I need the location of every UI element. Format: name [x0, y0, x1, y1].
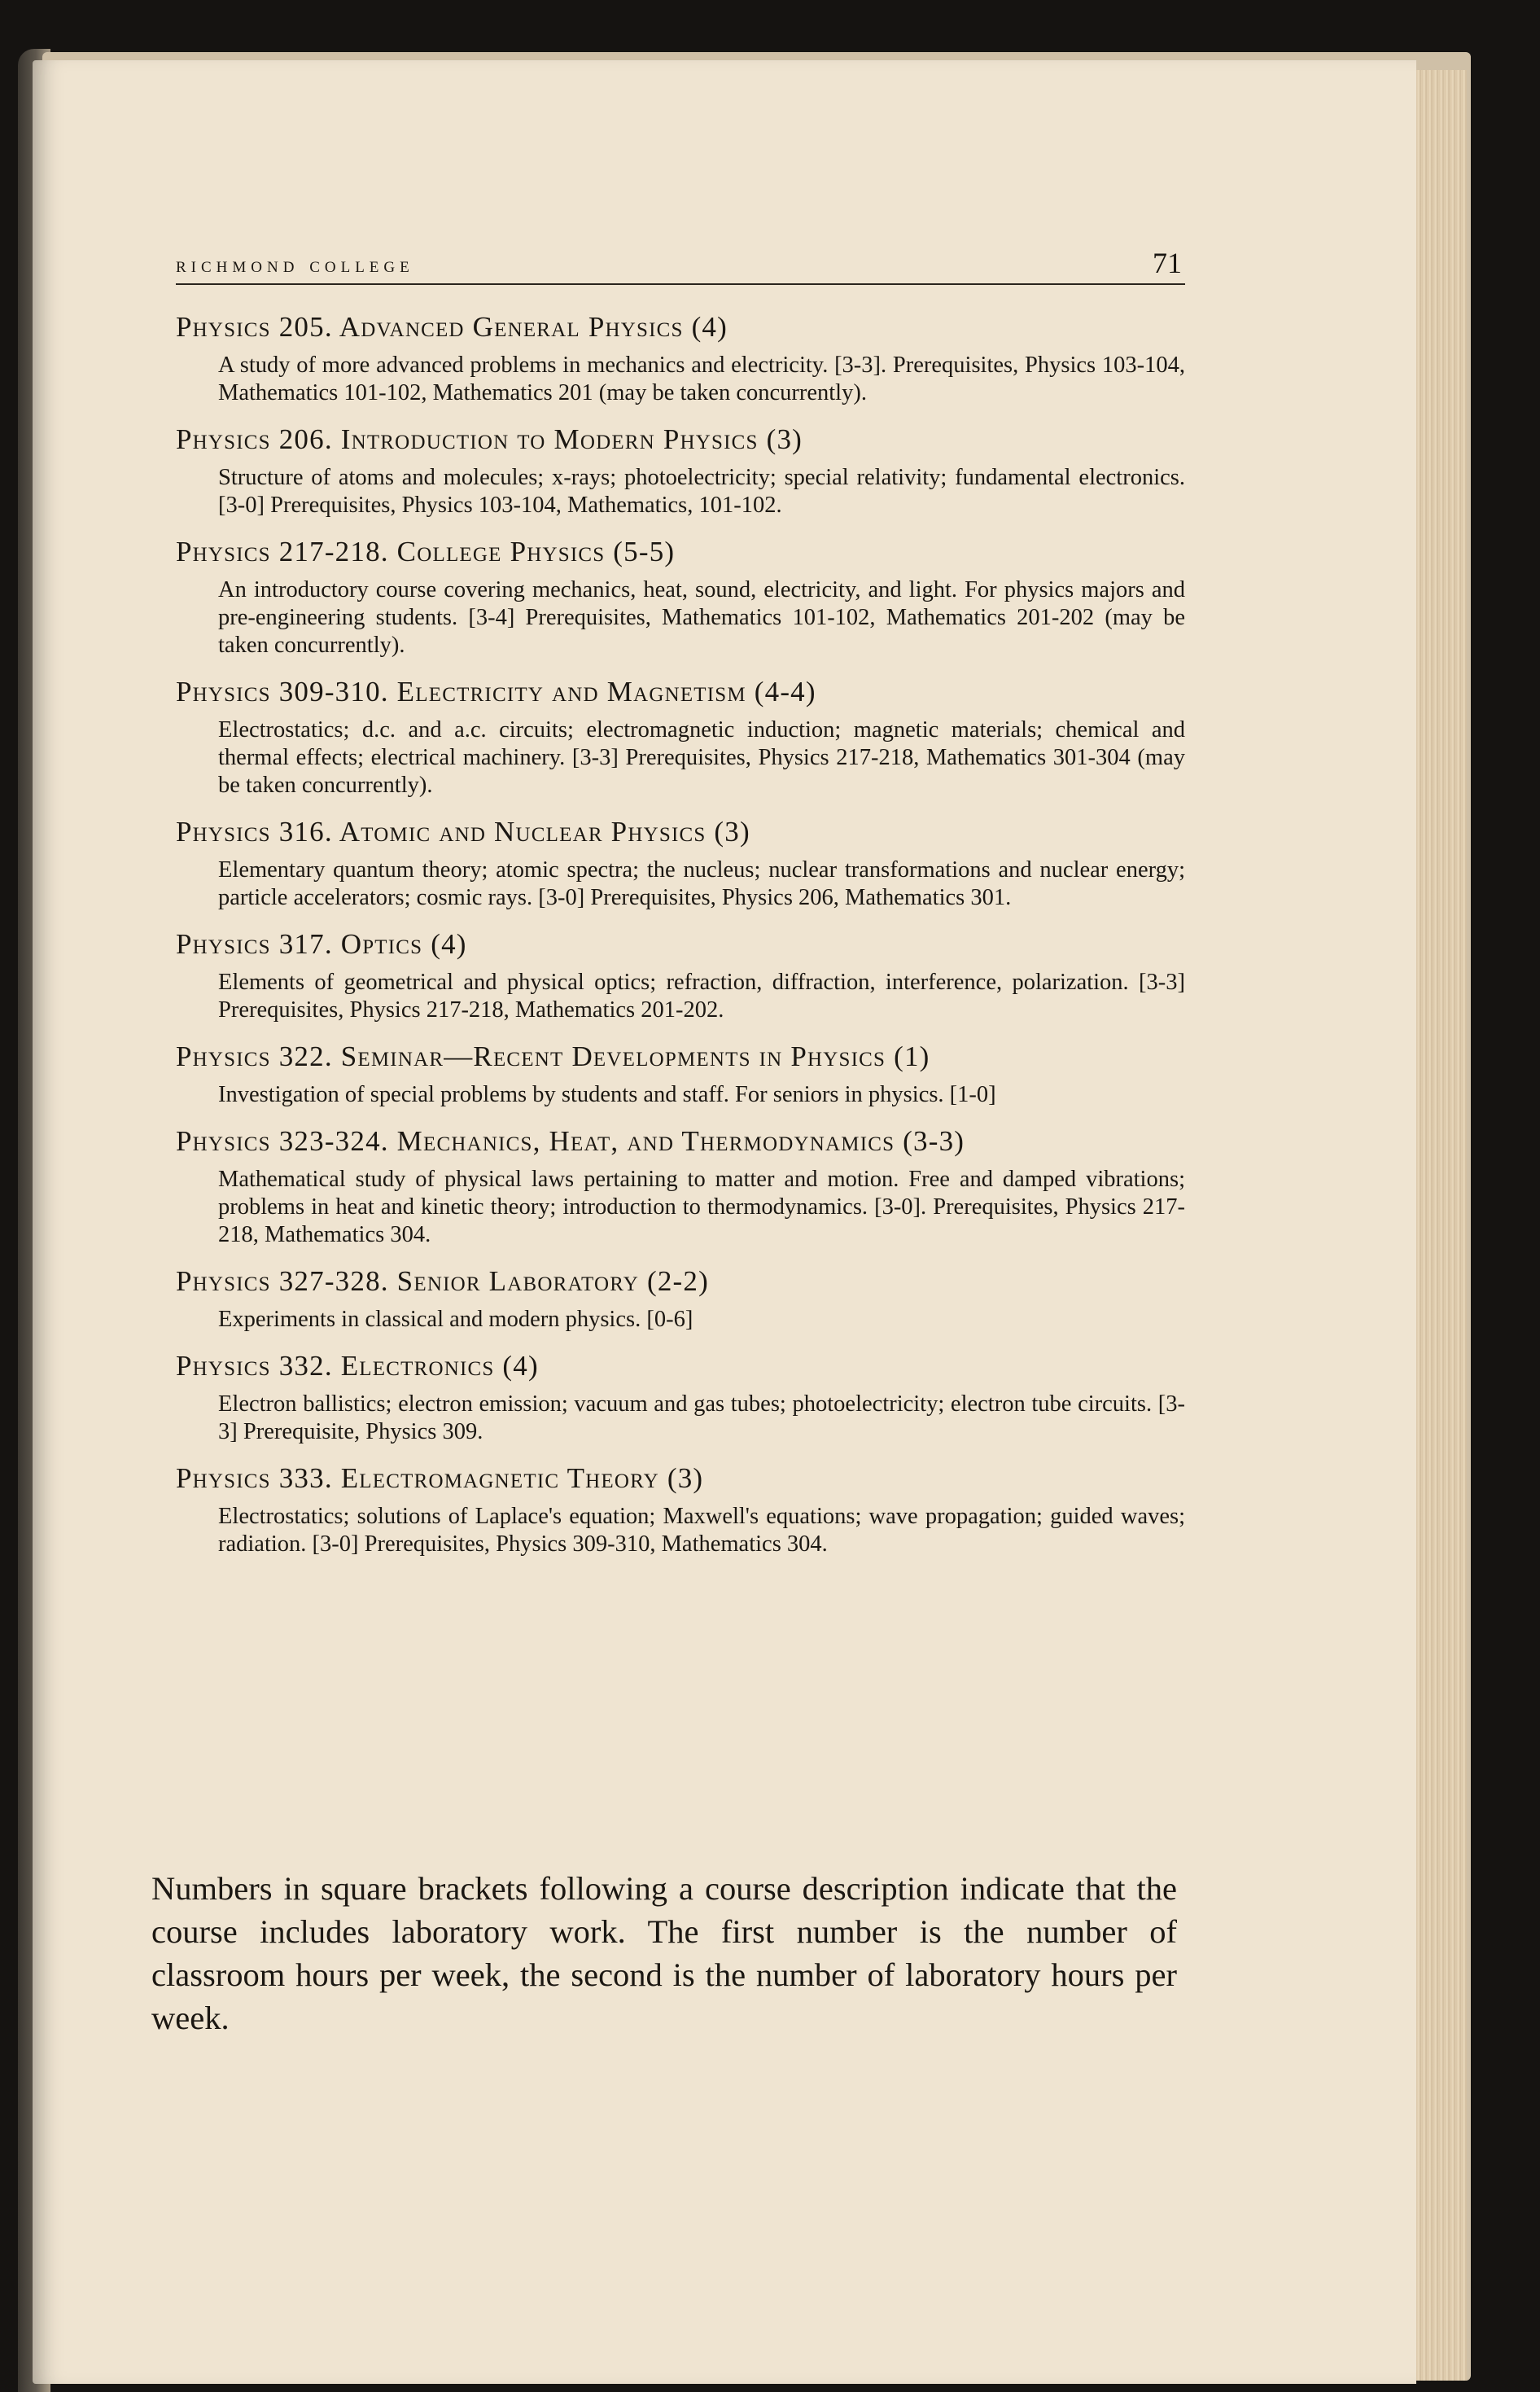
course-title: Physics 323-324. Mechanics, Heat, and Thermodynamics (3-3)	[176, 1125, 965, 1157]
page-number: 71	[1153, 247, 1182, 279]
course-title: Physics 205. Advanced General Physics (4)	[176, 311, 728, 343]
page-content	[176, 244, 1185, 2035]
course-entry	[176, 418, 1185, 519]
course-title: Physics 206. Introduction to Modern Physics (3)	[176, 423, 803, 455]
running-head	[176, 244, 1185, 285]
course-entry	[176, 306, 1185, 407]
course-title: Physics 317. Optics (4)	[176, 928, 467, 960]
course-description: An introductory course covering mechanics, heat, sound, electricity, and light. For physics majors and pre-engineering students. [3-4] Prerequisites, Mathematics 101-102, Mathematics 201-202 (may be taken concurrently).	[218, 577, 1185, 658]
course-list	[176, 306, 1185, 1558]
course-description: Electron ballistics; electron emission; vacuum and gas tubes; photoelectricity; electron tube circuits. [3-3] Prerequisite, Physics 309.	[218, 1391, 1185, 1444]
course-entry	[176, 671, 1185, 800]
course-description: Structure of atoms and molecules; x-rays; photoelectricity; special relativity; fundamental electronics. [3-0] Prerequisites, Physics 103-104, Mathematics, 101-102.	[218, 465, 1185, 518]
course-entry	[176, 1457, 1185, 1558]
course-title: Physics 333. Electromagnetic Theory (3)	[176, 1462, 704, 1494]
course-title: Physics 316. Atomic and Nuclear Physics (3)	[176, 816, 750, 848]
course-entry	[176, 923, 1185, 1024]
course-entry	[176, 1345, 1185, 1446]
course-description: Electrostatics; d.c. and a.c. circuits; electromagnetic induction; magnetic materials; chemical and thermal effects; electrical machinery. [3-3] Prerequisites, Physics 217-218, Mathematics 301-304 (may be taken concurrently).	[218, 717, 1185, 798]
course-description: Investigation of special problems by students and staff. For seniors in physics. [1-0]	[218, 1082, 996, 1107]
course-title: Physics 309-310. Electricity and Magnetism (4-4)	[176, 676, 816, 708]
course-description: A study of more advanced problems in mechanics and electricity. [3-3]. Prerequisites, Physics 103-104, Mathematics 101-102, Mathematics 201 (may be taken concurrently).	[218, 353, 1185, 405]
course-entry	[176, 811, 1185, 912]
course-description: Electrostatics; solutions of Laplace's equation; Maxwell's equations; wave propagation; guided waves; radiation. [3-0] Prerequisites, Physics 309-310, Mathematics 304.	[218, 1504, 1185, 1557]
course-entry	[176, 1260, 1185, 1334]
page-edges	[1416, 70, 1467, 2381]
course-title: Physics 217-218. College Physics (5-5)	[176, 536, 676, 567]
course-entry	[176, 531, 1185, 659]
course-description: Elements of geometrical and physical optics; refraction, diffraction, interference, polarization. [3-3] Prerequisites, Physics 217-218, Mathematics 201-202.	[218, 970, 1185, 1023]
course-description: Experiments in classical and modern physics. [0-6]	[218, 1307, 693, 1332]
course-description: Mathematical study of physical laws pertaining to matter and motion. Free and damped vibrations; problems in heat and kinetic theory; introduction to thermodynamics. [3-0]. Prerequisites, Physics 217-218, Mathematics 304.	[218, 1167, 1185, 1247]
course-title: Physics 332. Electronics (4)	[176, 1350, 539, 1382]
course-title: Physics 327-328. Senior Laboratory (2-2)	[176, 1265, 709, 1297]
course-entry	[176, 1120, 1185, 1249]
course-description: Elementary quantum theory; atomic spectra; the nucleus; nuclear transformations and nuclear energy; particle accelerators; cosmic rays. [3-0] Prerequisites, Physics 206, Mathematics 301.	[218, 857, 1185, 910]
lab-hours-footnote: Numbers in square brackets following a course description indicate that the course includes laboratory work. The first number is the number of classroom hours per week, the second is the number of laboratory hours per week.	[151, 1869, 1177, 2036]
course-entry	[176, 1036, 1185, 1109]
college-name: richmond college	[176, 252, 414, 277]
course-title: Physics 322. Seminar—Recent Developments in Physics (1)	[176, 1040, 930, 1072]
